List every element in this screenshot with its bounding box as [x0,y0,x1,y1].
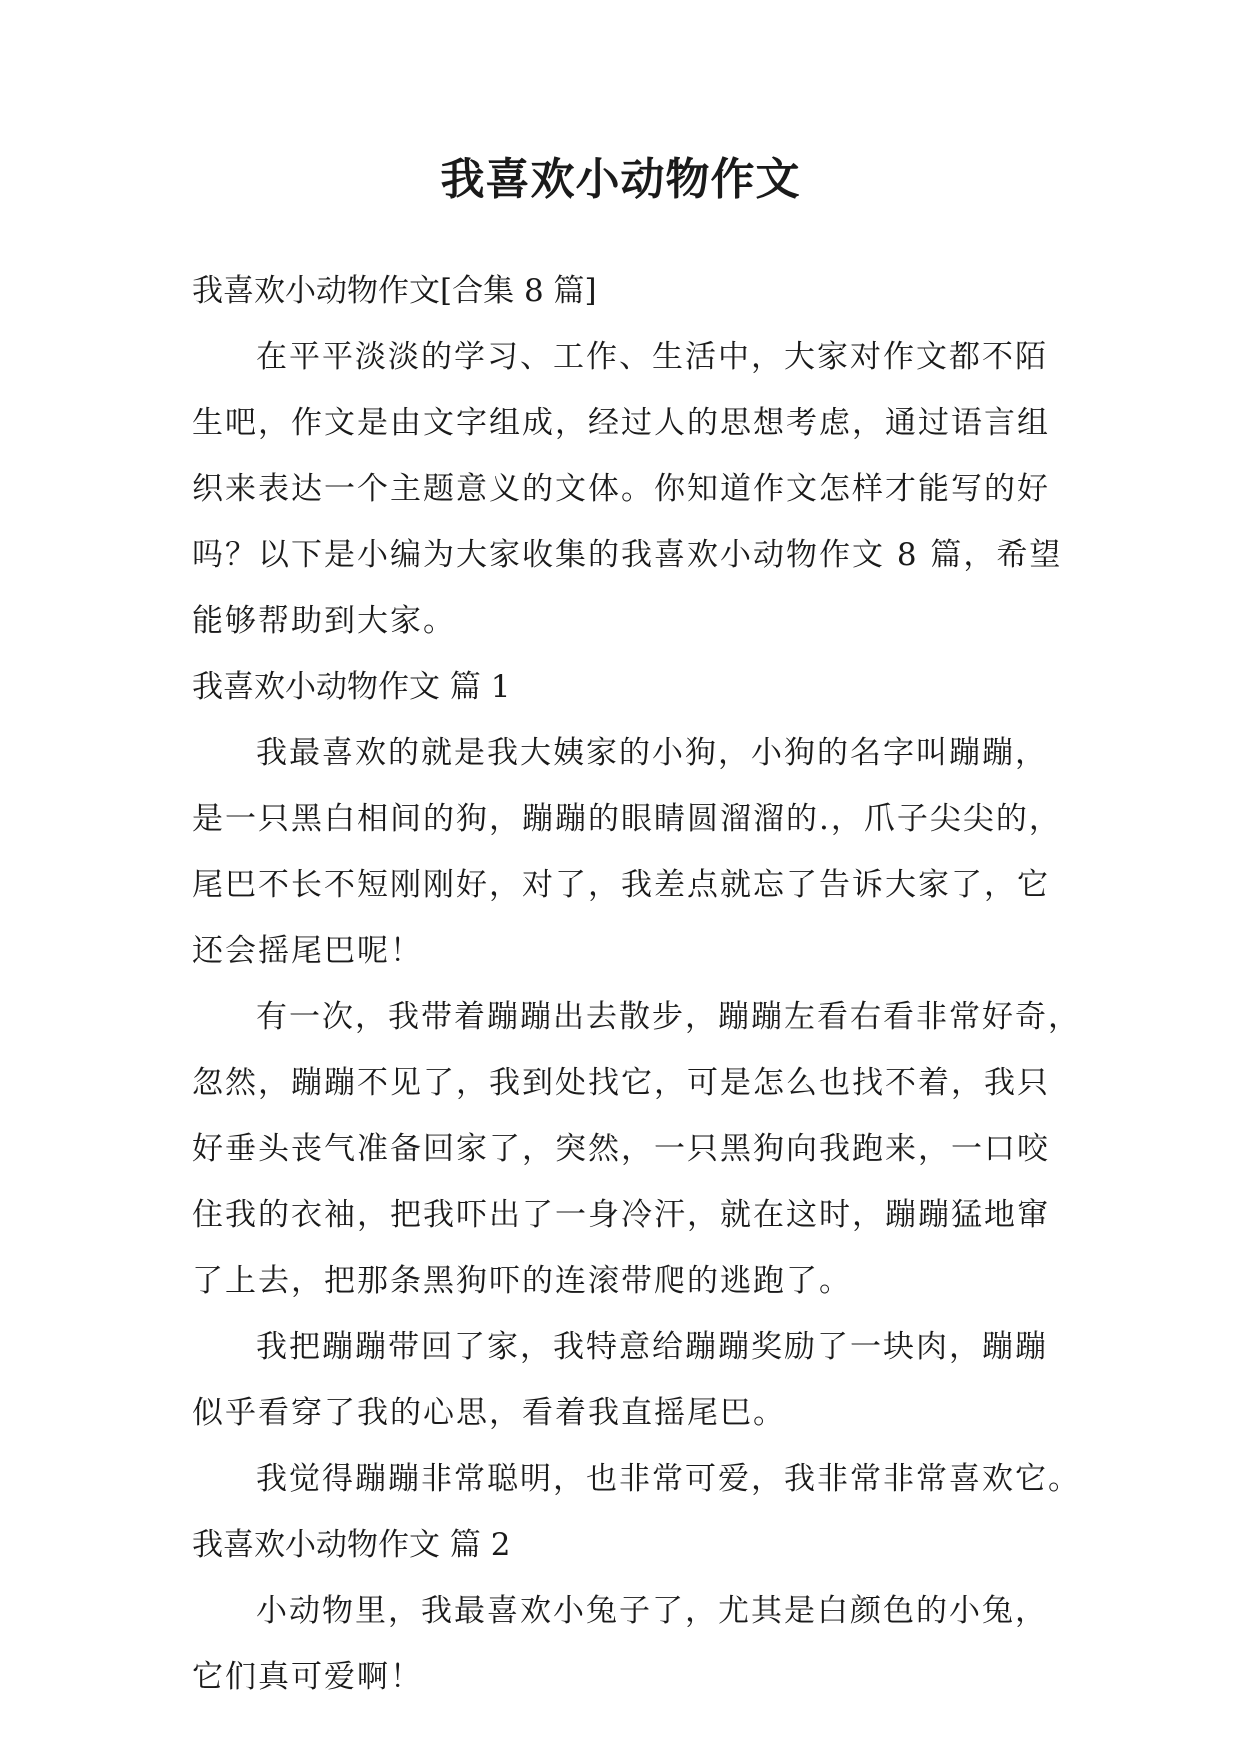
essay-paragraph-line: 忽然，蹦蹦不见了，我到处找它，可是怎么也找不着，我只 [192,1065,1050,1101]
intro-paragraph-line: 生吧，作文是由文字组成，经过人的思想考虑，通过语言组 [192,405,1050,441]
document-title: 我喜欢小动物作文 [440,154,801,205]
essay-paragraph-line: 我最喜欢的就是我大姨家的小狗，小狗的名字叫蹦蹦， [256,735,1048,771]
essay-paragraph-line: 是一只黑白相间的狗，蹦蹦的眼睛圆溜溜的.，爪子尖尖的， [192,801,1062,837]
essay-paragraph-line: 我觉得蹦蹦非常聪明，也非常可爱，我非常非常喜欢它。 [256,1461,1081,1497]
essay-paragraph-line: 似乎看穿了我的心思，看着我直摇尾巴。 [192,1395,786,1431]
intro-paragraph-line: 在平平淡淡的学习、工作、生活中，大家对作文都不陌 [256,339,1048,375]
section-heading: 我喜欢小动物作文 篇 1 [192,669,511,705]
essay-paragraph-line: 它们真可爱啊！ [192,1659,423,1695]
intro-paragraph-line: 能够帮助到大家。 [192,603,456,639]
essay-paragraph-line: 住我的衣袖，把我吓出了一身冷汗，就在这时，蹦蹦猛地窜 [192,1197,1050,1233]
essay-paragraph-line: 还会摇尾巴呢！ [192,933,423,969]
essay-paragraph-line: 小动物里，我最喜欢小兔子了，尤其是白颜色的小兔， [256,1593,1048,1629]
essay-paragraph-line: 好垂头丧气准备回家了，突然，一只黑狗向我跑来，一口咬 [192,1131,1050,1167]
essay-paragraph-line: 了上去，把那条黑狗吓的连滚带爬的逃跑了。 [192,1263,852,1299]
section-heading: 我喜欢小动物作文 篇 2 [192,1527,511,1563]
subtitle-line: 我喜欢小动物作文[合集 8 篇] [192,273,597,309]
document-body [192,258,1081,1710]
intro-paragraph-line: 吗？以下是小编为大家收集的我喜欢小动物作文 8 篇，希望 [192,537,1063,573]
essay-paragraph-line: 尾巴不长不短刚刚好，对了，我差点就忘了告诉大家了，它 [192,867,1050,903]
essay-paragraph-line: 有一次，我带着蹦蹦出去散步，蹦蹦左看右看非常好奇， [256,999,1081,1035]
essay-paragraph-line: 我把蹦蹦带回了家，我特意给蹦蹦奖励了一块肉，蹦蹦 [256,1329,1048,1365]
intro-paragraph-line: 织来表达一个主题意义的文体。你知道作文怎样才能写的好 [192,471,1050,507]
